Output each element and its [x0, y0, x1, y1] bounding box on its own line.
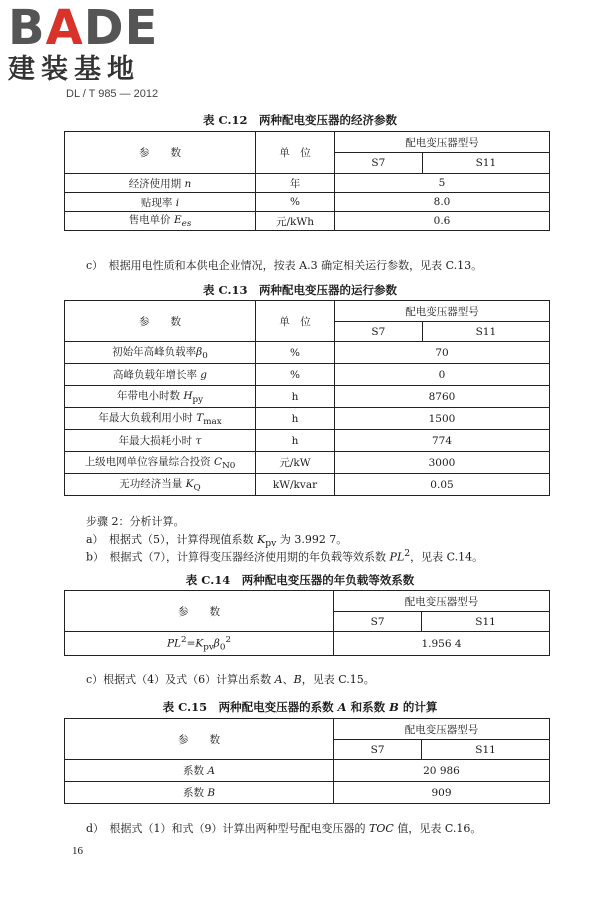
- table-c13-caption: 表 C.13 两种配电变压器的运行参数: [203, 283, 397, 297]
- param-cell: 系数 B: [65, 782, 334, 804]
- header-s7: S7: [335, 322, 423, 342]
- param-cell: 售电单价 $E_{es}$: [65, 212, 256, 231]
- param-cell: 上级电网单位容量综合投资 $C_{N0}$: [65, 452, 256, 474]
- unit-cell: 元/kWh: [256, 212, 335, 231]
- bade-logo: [8, 0, 159, 86]
- value-cell: 909: [334, 782, 550, 804]
- unit-cell: %: [256, 342, 335, 364]
- header-s7: S7: [334, 612, 422, 632]
- table-row: [65, 342, 550, 364]
- value-cell: 8.0: [335, 193, 550, 212]
- table-row: [65, 212, 550, 231]
- value-cell: 0.6: [335, 212, 550, 231]
- paragraph-d: d） 根据式（1）和式（9）计算出两种型号配电变压器的 TOC 值，见表 C.16。: [86, 822, 482, 835]
- param-cell: 经济使用期 n: [65, 174, 256, 193]
- value-cell: 0.05: [335, 474, 550, 496]
- param-cell: 无功经济当量 $K_Q$: [65, 474, 256, 496]
- formula-cell: $PL^2=K_{pv}\beta_0^2$: [65, 632, 334, 656]
- param-cell: 初始年高峰负载率$\beta_0$: [65, 342, 256, 364]
- header-param: 参 数: [65, 132, 256, 174]
- table-c15-caption: 表 C.15 两种配电变压器的系数 A 和系数 B 的计算: [162, 700, 438, 714]
- table-row: [65, 386, 550, 408]
- unit-cell: 年: [256, 174, 335, 193]
- logo-letter: E: [124, 0, 159, 56]
- value-cell: 1.956 4: [334, 632, 550, 656]
- standard-code: DL / T 985 — 2012: [66, 88, 159, 100]
- header-param: 参 数: [65, 719, 334, 760]
- table-c12: [64, 131, 550, 231]
- value-cell: 70: [335, 342, 550, 364]
- header-s11: S11: [422, 612, 550, 632]
- table-row: [65, 760, 550, 782]
- header-s11: S11: [422, 740, 550, 760]
- value-cell: 3000: [335, 452, 550, 474]
- unit-cell: kW/kvar: [256, 474, 335, 496]
- logo-letter: D: [83, 0, 125, 56]
- table-row: [65, 364, 550, 386]
- value-cell: 5: [335, 174, 550, 193]
- logo-letter: B: [8, 0, 46, 56]
- value-cell: 20 986: [334, 760, 550, 782]
- paragraph-c: c） 根据用电性质和本供电企业情况，按表 A.3 确定相关运行参数，见表 C.13。: [86, 259, 483, 272]
- header-param: 参 数: [65, 301, 256, 342]
- value-cell: 1500: [335, 408, 550, 430]
- logo-chinese: 建装基地: [8, 54, 140, 85]
- table-row: [65, 782, 550, 804]
- unit-cell: h: [256, 430, 335, 452]
- logo-wordmark: [8, 0, 159, 56]
- header-model: 配电变压器型号: [335, 132, 550, 153]
- unit-cell: h: [256, 408, 335, 430]
- header-param: 参 数: [65, 591, 334, 632]
- table-c12-caption: 表 C.12 两种配电变压器的经济参数: [203, 113, 397, 127]
- table-c15: [64, 718, 550, 804]
- param-cell: 年最大负载利用小时 $T_{max}$: [65, 408, 256, 430]
- logo-letter: A: [45, 0, 84, 56]
- value-cell: 774: [335, 430, 550, 452]
- header-model: 配电变压器型号: [334, 719, 550, 740]
- table-c13: [64, 300, 550, 496]
- value-cell: 8760: [335, 386, 550, 408]
- header-unit: 单 位: [256, 132, 335, 174]
- step-2-title: 步骤 2：分析计算。: [86, 515, 185, 528]
- param-cell: 年最大损耗小时 τ: [65, 430, 256, 452]
- header-model: 配电变压器型号: [335, 301, 550, 322]
- step-2-a: a） 根据式（5），计算得现值系数 $K_{pv}$ 为 3.992 7。: [86, 533, 348, 550]
- table-row: [65, 430, 550, 452]
- header-s11: S11: [422, 153, 549, 174]
- table-row: [65, 408, 550, 430]
- value-cell: 0: [335, 364, 550, 386]
- table-row: [65, 174, 550, 193]
- header-s7: S7: [334, 740, 422, 760]
- table-row: [65, 632, 550, 656]
- table-row: [65, 452, 550, 474]
- header-model: 配电变压器型号: [334, 591, 550, 612]
- header-s11: S11: [422, 322, 549, 342]
- paragraph-c-2: c）根据式（4）及式（6）计算出系数 A、B，见表 C.15。: [86, 673, 375, 686]
- unit-cell: h: [256, 386, 335, 408]
- param-cell: 年带电小时数 $H_{py}$: [65, 386, 256, 408]
- step-2-b: b） 根据式（7），计算得变压器经济使用期的年负载等效系数 $PL^2$，见表 C.14。: [86, 548, 484, 564]
- header-s7: S7: [335, 153, 423, 174]
- page-number: 16: [72, 845, 83, 857]
- table-c14-caption: 表 C.14 两种配电变压器的年负载等效系数: [185, 573, 415, 587]
- table-row: [65, 474, 550, 496]
- param-cell: 贴现率 i: [65, 193, 256, 212]
- unit-cell: %: [256, 364, 335, 386]
- header-unit: 单 位: [256, 301, 335, 342]
- unit-cell: 元/kW: [256, 452, 335, 474]
- param-cell: 高峰负载年增长率 g: [65, 364, 256, 386]
- param-cell: 系数 A: [65, 760, 334, 782]
- unit-cell: %: [256, 193, 335, 212]
- table-row: [65, 193, 550, 212]
- table-c14: [64, 590, 550, 656]
